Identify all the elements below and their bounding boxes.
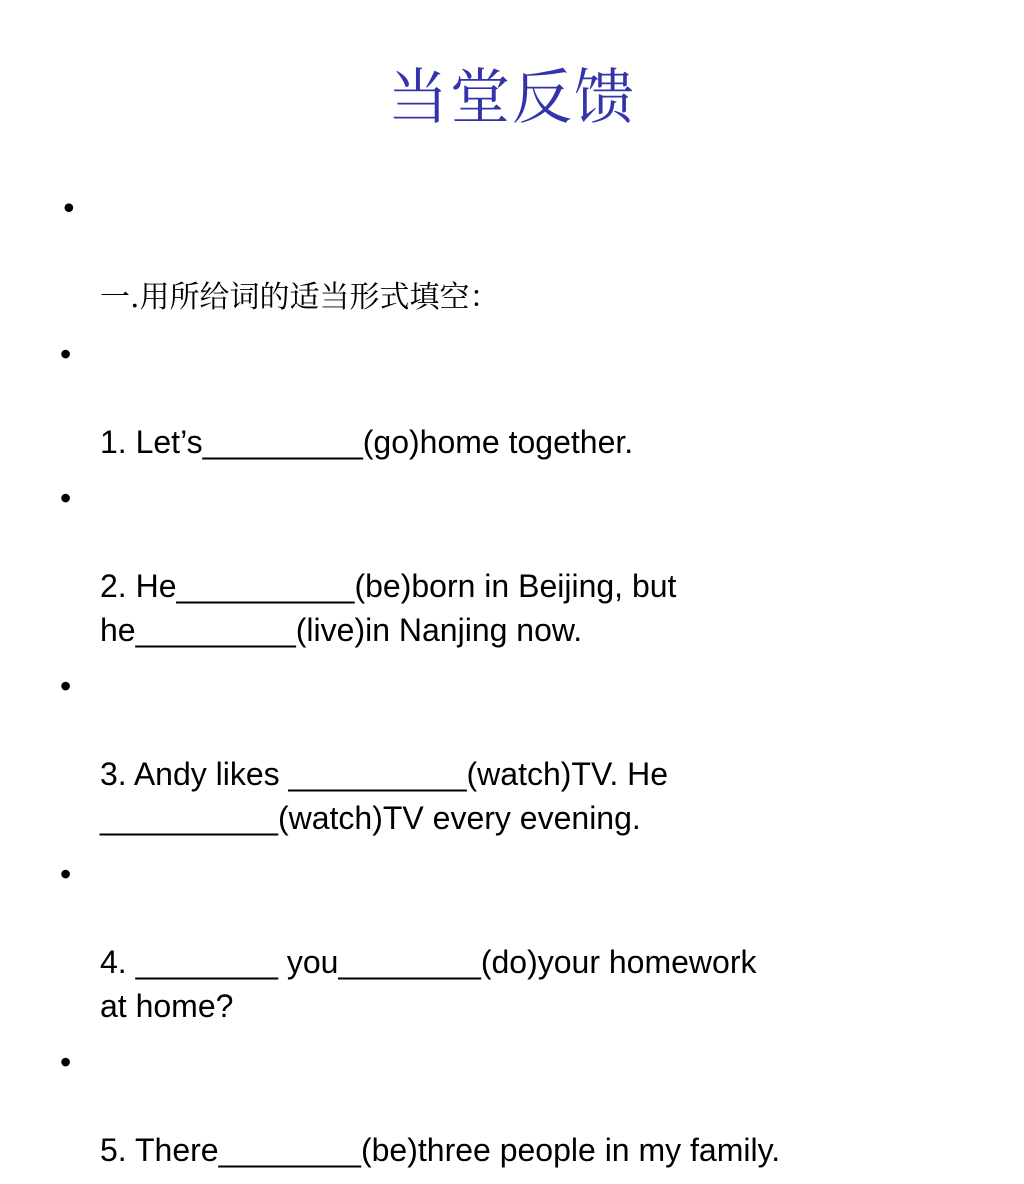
- bullet-icon: •: [60, 856, 72, 892]
- exercise-instruction: [60, 188, 960, 320]
- exercise-item-text: 1. Let’s_________(go)home together.: [100, 424, 634, 460]
- exercise-list: [60, 188, 960, 1184]
- exercise-item-1: [60, 332, 960, 464]
- exercise-item-text: 3. Andy likes __________(watch)TV. He __________(watch)TV every evening.: [100, 756, 669, 836]
- slide-title: 当堂反馈: [388, 63, 636, 133]
- exercise-instruction-text: 一.用所给词的适当形式填空：: [100, 280, 500, 315]
- exercise-item-5: [60, 1040, 960, 1172]
- exercise-item-4: [60, 852, 960, 1028]
- bullet-icon: •: [60, 668, 72, 704]
- exercise-item-3: [60, 664, 960, 840]
- bullet-icon: •: [60, 192, 78, 227]
- bullet-icon: •: [60, 1044, 72, 1080]
- bullet-icon: •: [60, 336, 72, 372]
- bullet-icon: •: [60, 480, 72, 516]
- exercise-item-text: 5. There________(be)three people in my family.: [100, 1132, 781, 1168]
- exercise-item-text: 2. He__________(be)born in Beijing, but he_________(live)in Nanjing now.: [100, 568, 677, 648]
- exercise-item-2: [60, 476, 960, 652]
- exercise-item-text: 4. ________ you________(do)your homework at home?: [100, 944, 757, 1024]
